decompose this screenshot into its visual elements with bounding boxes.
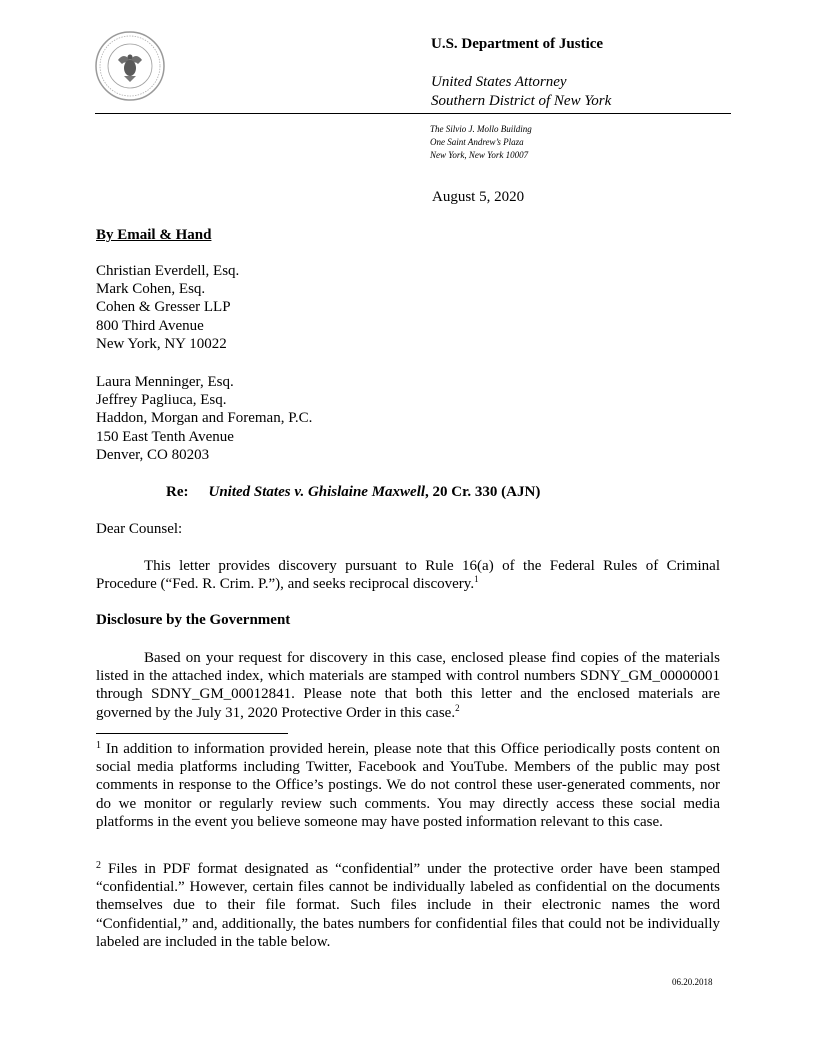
office-line-1: United States Attorney	[431, 74, 567, 90]
footnote-number: 1	[96, 740, 101, 751]
recipient-line: Laura Menninger, Esq.	[96, 374, 234, 390]
form-code: 06.20.2018	[672, 977, 713, 987]
recipient-line: New York, NY 10022	[96, 335, 227, 352]
footnote-text: In addition to information provided herein, please note that this Office periodically posts content on social media platforms including Twitter, Facebook and YouTube. Members of the public may post comments in response to the Office’s postings. We do not control these user-generated comments, nor do we monitor or regularly review such comments. You may directly access these social media platforms in the event you believe someone may have posted information relevant to this case.	[96, 741, 721, 830]
footnote-text: Files in PDF format designated as “confidential” under the protective order have been stamped “confidential.” However, certain files cannot be individually labeled as confidential on the documents themselves due to their file format. Such files include in their electronic names the word “Confidential,” and, additionally, the bates numbers for confidential files that could not be individually labeled are included in the table below.	[96, 861, 720, 950]
re-label: Re:	[166, 484, 189, 500]
department-name: U.S. Department of Justice	[431, 36, 604, 52]
salutation: Dear Counsel:	[96, 521, 183, 537]
doj-seal-logo	[94, 30, 166, 102]
footnote-number: 2	[96, 860, 101, 871]
re-line	[166, 484, 540, 501]
recipient-line: Cohen & Gresser LLP	[96, 299, 231, 316]
footnote-separator	[96, 733, 288, 734]
recipient-line: 800 Third Avenue	[96, 317, 204, 334]
case-title: United States v. Ghislaine Maxwell	[208, 484, 426, 500]
recipient-line: Jeffrey Pagliuca, Esq.	[96, 392, 227, 409]
recipient-line: Haddon, Morgan and Foreman, P.C.	[96, 410, 313, 427]
delivery-method: By Email & Hand	[96, 227, 212, 243]
recipient-line: 150 East Tenth Avenue	[96, 428, 234, 445]
footnote-1	[96, 740, 720, 831]
paragraph-intro	[96, 557, 720, 593]
address-line-3: New York, New York 10007	[430, 150, 529, 160]
letterhead-rule	[95, 113, 731, 114]
address-line-2: One Saint Andrew’s Plaza	[430, 137, 524, 147]
recipient-block-1	[96, 262, 239, 353]
paragraph-intro-text: This letter provides discovery pursuant to Rule 16(a) of the Federal Rules of Criminal Procedure (“Fed. R. Crim. P.”), and seeks reciprocal discovery.	[96, 558, 720, 593]
section-heading: Disclosure by the Government	[96, 612, 291, 628]
office-line-2: Southern District of New York	[431, 93, 612, 109]
office-address	[430, 123, 532, 162]
recipient-line: Mark Cohen, Esq.	[96, 281, 206, 298]
case-number: , 20 Cr. 330 (AJN)	[425, 484, 541, 500]
footnote-ref-1: 1	[474, 574, 479, 585]
address-line-1: The Silvio J. Mollo Building	[430, 124, 532, 134]
office-title	[431, 73, 611, 111]
footnote-2	[96, 860, 720, 951]
footnote-ref-2: 2	[455, 702, 460, 713]
recipient-block-2	[96, 373, 312, 464]
recipient-line: Christian Everdell, Esq.	[96, 263, 240, 279]
recipient-line: Denver, CO 80203	[96, 446, 210, 463]
paragraph-disclosure-text: Based on your request for discovery in this case, enclosed please find copies of the materials listed in the attached index, which materials are stamped with control numbers SDNY_GM_00000001 through SDNY_GM_00012841. Please note that both this letter and the enclosed materials are governed by the July 31, 2020 Protective Order in this case.	[96, 650, 720, 721]
letter-date: August 5, 2020	[432, 189, 525, 205]
paragraph-disclosure	[96, 649, 720, 722]
